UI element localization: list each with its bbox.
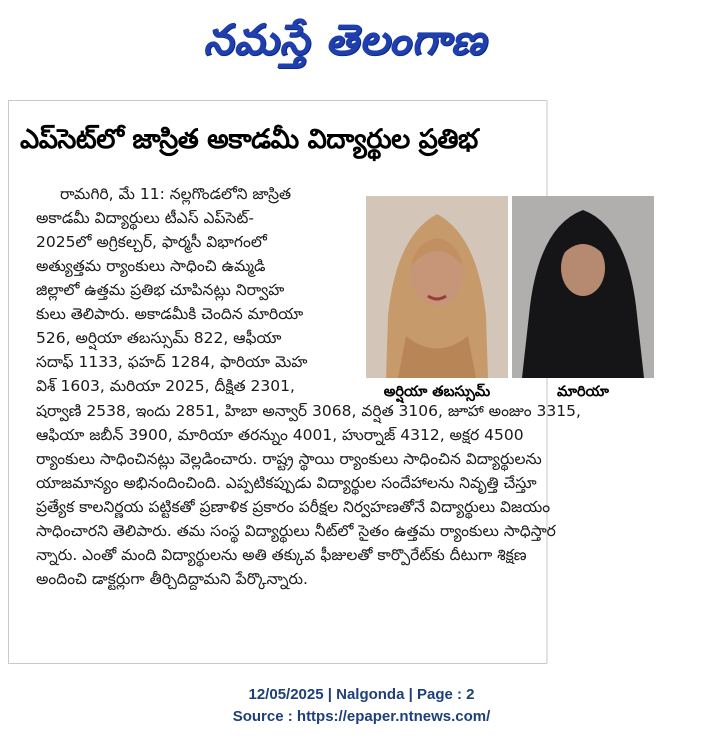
footer-edition-info: 12/05/2025 | Nalgonda | Page : 2 — [248, 686, 475, 703]
article-line: న్నారు. ఎంతో మంది విద్యార్థులను అతి తక్కువ ఫీజులతో కార్పొరేట్‌కు దీటుగా శిక్షణ — [36, 546, 527, 564]
photo-caption: అర్షియా తబస్సుమ్ — [383, 384, 491, 400]
newspaper-masthead: నమస్తే తెలంగాణ — [203, 15, 487, 64]
footer-source-link[interactable]: Source : https://epaper.ntnews.com/ — [232, 708, 491, 725]
article-line: అందించి డాక్టర్లుగా తీర్చిదిద్దామని పేర్కొన్నారు. — [36, 570, 308, 588]
article-line: యాజమాన్యం అభినందించింది. ఎప్పటికప్పుడు విద్యార్థుల సందేహాలను నివృత్తి చేస్తూ — [36, 474, 537, 492]
article-line: అత్యుత్తమ ర్యాంకులు సాధించి ఉమ్మడి — [36, 257, 266, 275]
article-line: రామగిరి, మే 11: నల్లగొండలోని జాస్రిత — [60, 185, 292, 203]
article-line: విశ్ 1603, మరియా 2025, దీక్షిత 2301, — [36, 377, 295, 395]
article-line: అకాడమీ విద్యార్థులు టీఎస్ ఎప్‌సెట్- — [36, 209, 254, 227]
article-line: జిల్లాలో ఉత్తమ ప్రతిభ చూపినట్లు నిర్వాహ — [36, 281, 285, 299]
article-line: 2025లో అగ్రికల్చర్, ఫార్మసీ విభాగంలో — [36, 233, 267, 251]
article-line: 526, అర్షియా తబస్సుమ్ 822, ఆఫీయా — [36, 329, 282, 347]
photo-caption: మారియా — [557, 384, 609, 400]
article-line: ర్యాంకులు సాధించినట్లు వెల్లడించారు. రాష్ట్ర స్థాయి ర్యాంకులు సాధించిన విద్యార్థులను — [36, 450, 542, 468]
student-photo-arshiya — [366, 196, 508, 378]
article-line: ప్రత్యేక కాలనిర్ణయ పట్టికతో ప్రణాళిక ప్రకారం పరీక్షల నిర్వహణతోనే విద్యార్థులు విజయం — [36, 498, 551, 516]
article-headline: ఎప్‌సెట్‌లో జాస్రిత అకాడమీ విద్యార్థుల ప్రతిభ — [20, 124, 478, 155]
article-line: కులు తెలిపారు. అకాడమీకి చెందిన మారియా — [36, 305, 304, 323]
student-photo-icon — [512, 196, 654, 378]
student-photo-mariya — [512, 196, 654, 378]
article-line: సాధించారని తెలిపారు. తమ సంస్థ విద్యార్థులు నీట్‌లో సైతం ఉత్తమ ర్యాంకులు సాధిస్తార — [36, 522, 556, 540]
article-line: షర్వాణి 2538, ఇందు 2851, హిబా అన్వార్ 3068, వర్షిత 3106, జూహా అంజుం 3315, — [36, 402, 581, 420]
article-line: సదాఫ్ 1133, ఫహద్ 1284, ఫారియా మెహ — [36, 353, 308, 371]
article-line: ఆఫియా జబీన్ 3900, మారియా తరన్నుం 4001, హుర్నాజ్ 4312, అక్షర 4500 — [36, 426, 524, 444]
student-photo-icon — [366, 196, 508, 378]
